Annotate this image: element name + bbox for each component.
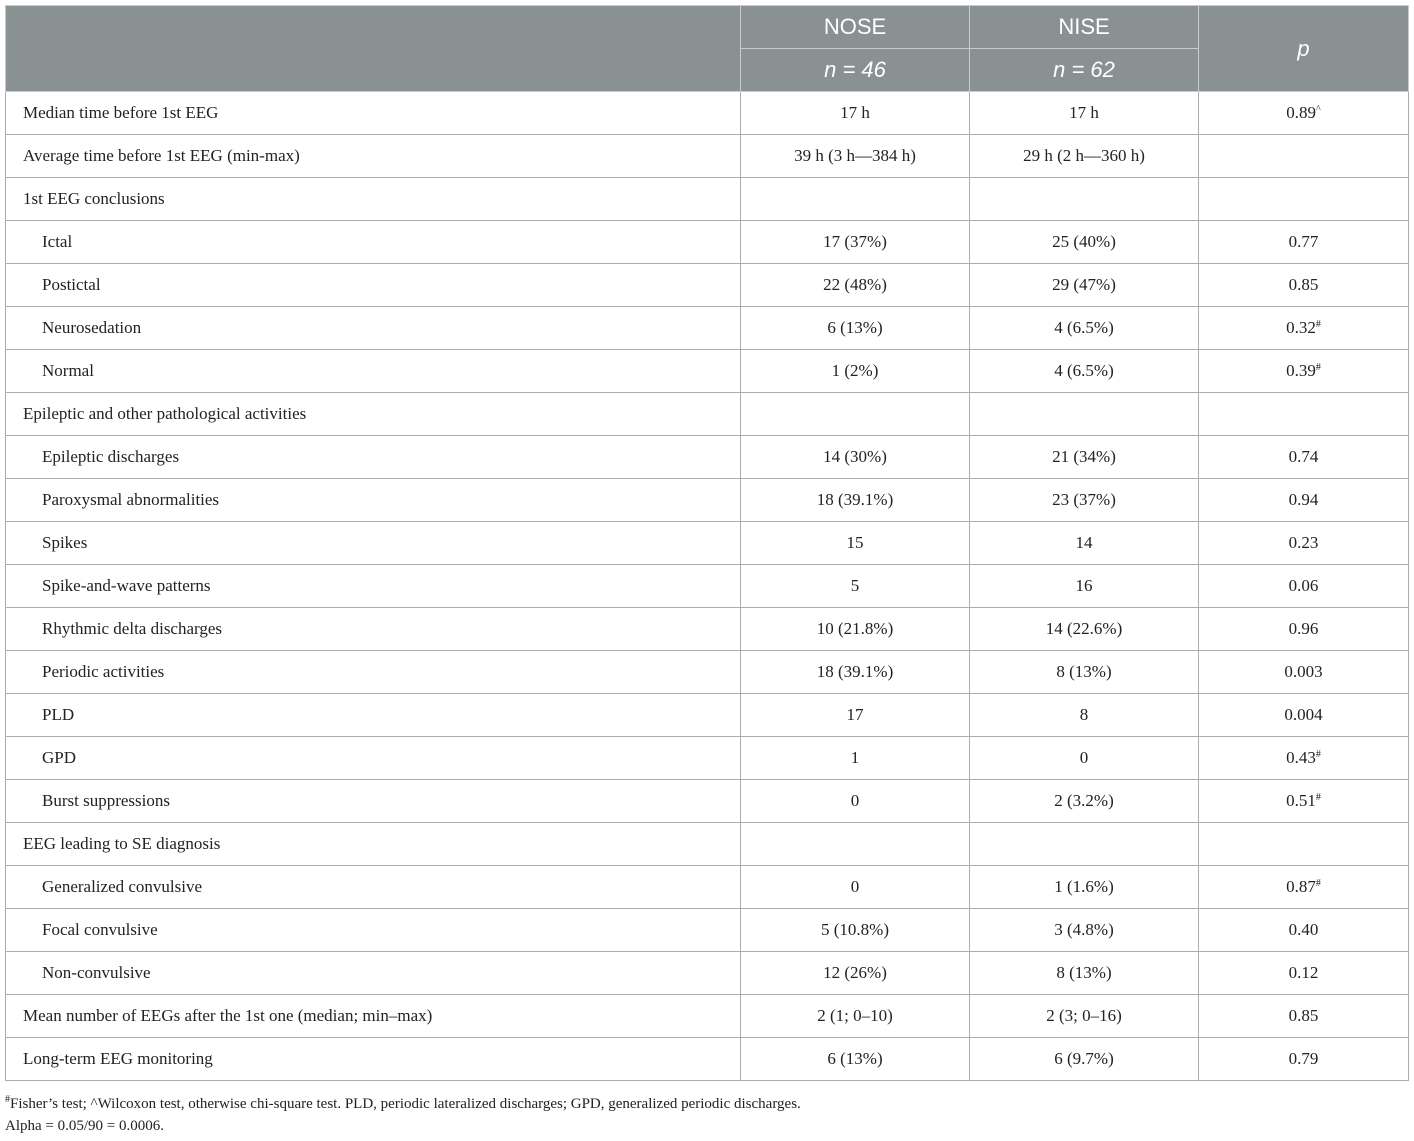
table-row [6,522,1409,565]
nise-value: 3 (4.8%) [970,909,1199,952]
table-row [6,866,1409,909]
table-row [6,1038,1409,1081]
table-header [6,6,1409,92]
p-value: 0.79 [1288,1049,1319,1068]
p-value: 0.12 [1288,963,1319,982]
p-value-cell [1199,1038,1409,1081]
nise-value: 8 (13%) [970,952,1199,995]
nise-value [970,393,1199,436]
p-value: 0.96 [1288,619,1319,638]
table-row [6,737,1409,780]
p-value-cell [1199,694,1409,737]
row-label: Spikes [6,522,741,565]
p-value: 0.87 [1286,877,1316,896]
nose-value: 5 [741,565,970,608]
header-p-value: p [1199,6,1409,92]
nise-value: 21 (34%) [970,436,1199,479]
table-row [6,995,1409,1038]
nise-value: 0 [970,737,1199,780]
p-value: 0.43 [1286,748,1316,767]
table-row [6,92,1409,135]
p-value-cell [1199,436,1409,479]
table-row [6,694,1409,737]
table-row [6,479,1409,522]
nose-value: 17 (37%) [741,221,970,264]
nise-value: 1 (1.6%) [970,866,1199,909]
nise-value: 29 h (2 h—360 h) [970,135,1199,178]
nose-value: 1 (2%) [741,350,970,393]
nise-value: 17 h [970,92,1199,135]
nose-value: 6 (13%) [741,1038,970,1081]
row-label: Burst suppressions [6,780,741,823]
nose-value: 17 h [741,92,970,135]
row-label: Mean number of EEGs after the 1st one (median; min–max) [6,995,741,1038]
nose-value: 17 [741,694,970,737]
table-footnote [5,1093,801,1137]
p-value-cell [1199,350,1409,393]
nise-value: 14 (22.6%) [970,608,1199,651]
nise-value: 8 [970,694,1199,737]
p-value-cell [1199,307,1409,350]
nose-value: 39 h (3 h—384 h) [741,135,970,178]
eeg-results-table-container [5,5,1408,1081]
header-blank-cell [6,6,741,92]
nise-value: 8 (13%) [970,651,1199,694]
nise-value: 14 [970,522,1199,565]
row-label: 1st EEG conclusions [6,178,741,221]
nise-value [970,178,1199,221]
row-label: Periodic activities [6,651,741,694]
p-value-cell [1199,651,1409,694]
row-label: Neurosedation [6,307,741,350]
header-nose: NOSE [741,6,970,49]
nise-value: 4 (6.5%) [970,307,1199,350]
nose-value: 5 (10.8%) [741,909,970,952]
p-value-cell [1199,952,1409,995]
p-value: 0.51 [1286,791,1316,810]
table-row [6,780,1409,823]
nise-value: 2 (3; 0–16) [970,995,1199,1038]
table-row [6,350,1409,393]
p-value-cell [1199,780,1409,823]
table-row [6,393,1409,436]
table-row [6,178,1409,221]
p-value-cell [1199,608,1409,651]
row-label: GPD [6,737,741,780]
table-row [6,436,1409,479]
nose-value [741,823,970,866]
p-value-cell [1199,178,1409,221]
p-value-cell [1199,866,1409,909]
nise-value [970,823,1199,866]
table-row [6,651,1409,694]
row-label: Epileptic discharges [6,436,741,479]
p-value: 0.23 [1288,533,1319,552]
p-value-cell [1199,264,1409,307]
p-value: 0.94 [1288,490,1319,509]
p-value-marker: # [1315,362,1321,373]
row-label: Spike-and-wave patterns [6,565,741,608]
p-value-marker: # [1315,319,1321,330]
footnote-line-2: Alpha = 0.05/90 = 0.0006. [5,1118,164,1134]
p-value: 0.89 [1286,103,1317,122]
nose-value: 2 (1; 0–10) [741,995,970,1038]
footnote-line-1 [5,1093,801,1115]
row-label: EEG leading to SE diagnosis [6,823,741,866]
p-value: 0.40 [1288,920,1319,939]
eeg-results-table [5,5,1409,1081]
table-row [6,952,1409,995]
table-row [6,565,1409,608]
p-value-marker: # [1315,878,1321,889]
row-label: Postictal [6,264,741,307]
header-nose-n: n = 46 [741,49,970,92]
nose-value [741,178,970,221]
table-row [6,221,1409,264]
nise-value: 23 (37%) [970,479,1199,522]
p-value-cell [1199,565,1409,608]
row-label: PLD [6,694,741,737]
p-value-cell [1199,135,1409,178]
nise-value: 16 [970,565,1199,608]
nose-value: 14 (30%) [741,436,970,479]
table-row [6,823,1409,866]
table-body [6,92,1409,1081]
nose-value [741,393,970,436]
row-label: Normal [6,350,741,393]
nise-value: 25 (40%) [970,221,1199,264]
nise-value: 6 (9.7%) [970,1038,1199,1081]
nose-value: 0 [741,866,970,909]
row-label: Average time before 1st EEG (min-max) [6,135,741,178]
p-value: 0.32 [1286,318,1316,337]
nose-value: 18 (39.1%) [741,651,970,694]
row-label: Median time before 1st EEG [6,92,741,135]
p-value-cell [1199,995,1409,1038]
nose-value: 10 (21.8%) [741,608,970,651]
p-value: 0.77 [1288,232,1319,251]
row-label: Focal convulsive [6,909,741,952]
p-value: 0.85 [1288,275,1319,294]
p-value: 0.003 [1284,662,1323,681]
p-value: 0.74 [1288,447,1319,466]
p-value-cell [1199,92,1409,135]
p-value: 0.85 [1288,1006,1319,1025]
p-value-cell [1199,393,1409,436]
nise-value: 2 (3.2%) [970,780,1199,823]
nise-value: 29 (47%) [970,264,1199,307]
row-label: Epileptic and other pathological activities [6,393,741,436]
nose-value: 1 [741,737,970,780]
nise-value: 4 (6.5%) [970,350,1199,393]
table-row [6,307,1409,350]
nose-value: 6 (13%) [741,307,970,350]
p-value-cell [1199,909,1409,952]
row-label: Paroxysmal abnormalities [6,479,741,522]
p-value-cell [1199,522,1409,565]
row-label: Rhythmic delta discharges [6,608,741,651]
table-row [6,608,1409,651]
p-value-cell [1199,221,1409,264]
p-value-cell [1199,479,1409,522]
row-label: Ictal [6,221,741,264]
footnote-symbol: # [5,1094,10,1105]
header-nise: NISE [970,6,1199,49]
nose-value: 15 [741,522,970,565]
footnote-text-1: Fisher’s test; ^Wilcoxon test, otherwise chi-square test. PLD, periodic lateralized discharges; GPD, generalized periodic discharges. [10,1096,801,1112]
nose-value: 18 (39.1%) [741,479,970,522]
header-nise-n: n = 62 [970,49,1199,92]
nose-value: 12 (26%) [741,952,970,995]
nose-value: 22 (48%) [741,264,970,307]
p-value-marker: # [1315,749,1321,760]
table-row [6,135,1409,178]
p-value: 0.06 [1288,576,1319,595]
row-label: Non-convulsive [6,952,741,995]
p-value-marker: # [1315,792,1321,803]
table-row [6,909,1409,952]
table-row [6,264,1409,307]
p-value-marker: ^ [1316,104,1321,115]
nose-value: 0 [741,780,970,823]
p-value: 0.004 [1284,705,1323,724]
row-label: Long-term EEG monitoring [6,1038,741,1081]
p-value-cell [1199,823,1409,866]
row-label: Generalized convulsive [6,866,741,909]
p-value: 0.39 [1286,361,1316,380]
p-value-cell [1199,737,1409,780]
